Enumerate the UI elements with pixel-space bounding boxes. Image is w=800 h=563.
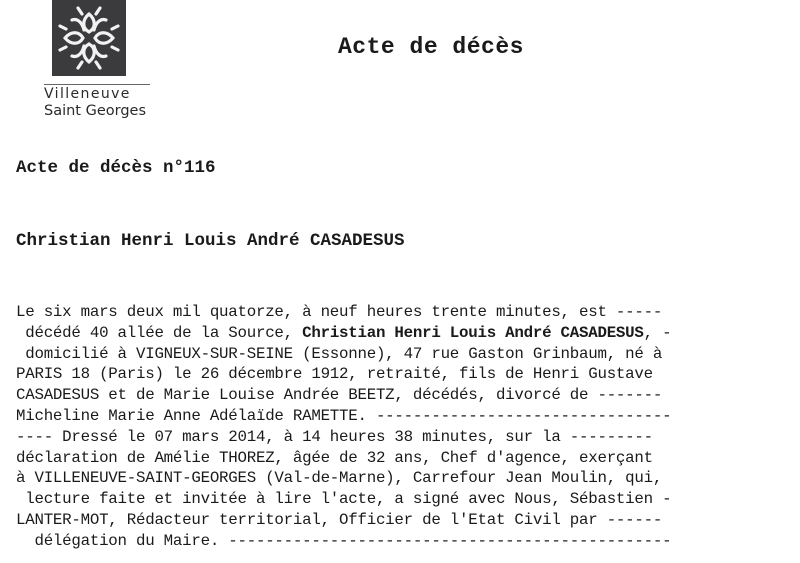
body-line-9: à VILLENEUVE-SAINT-GEORGES (Val-de-Marne), Carrefour Jean Moulin, qui, (16, 469, 663, 488)
body-line-6: Micheline Marie Anne Adélaïde RAMETTE. -------------------------------- (16, 406, 672, 425)
logo-line2: Saint Georges (44, 103, 147, 119)
villeneuve-saint-georges-logo (44, 0, 154, 125)
body-line-3: domicilié à VIGNEUX-SUR-SEINE (Essonne), 47 rue Gaston Grinbaum, né à (16, 344, 663, 363)
body-line-1: Le six mars deux mil quatorze, à neuf heures trente minutes, est ----- (16, 303, 663, 321)
body-line-12: délégation du Maire. ------------------------------------------------ (16, 531, 672, 550)
body-line-2-post: , - (643, 323, 672, 342)
body-line-2 (16, 323, 786, 344)
document-title: Acte de décès (338, 34, 524, 60)
logo-divider (44, 84, 150, 85)
body-line-4: PARIS 18 (Paris) le 26 décembre 1912, retraité, fils de Henri Gustave (16, 365, 653, 384)
body-line-8: déclaration de Amélie THOREZ, âgée de 32 ans, Chef d'agence, exerçant (16, 448, 653, 467)
body-line-7: ---- Dressé le 07 mars 2014, à 14 heures 38 minutes, sur la --------- (16, 427, 653, 446)
body-line-5: CASADESUS et de Marie Louise Andrée BEETZ, décédés, divorcé de ------- (16, 386, 663, 405)
body-line-2-name: Christian Henri Louis André CASADESUS (302, 323, 644, 342)
act-number-heading: Acte de décès n°116 (16, 158, 216, 178)
body-line-11: LANTER-MOT, Rédacteur territorial, Officier de l'Etat Civil par ------ (16, 510, 663, 529)
deceased-name-heading: Christian Henri Louis André CASADESUS (16, 231, 405, 251)
act-body-text (16, 302, 786, 552)
logo-emblem-icon (52, 0, 126, 76)
logo-line1: Villeneuve (44, 86, 131, 102)
body-line-2-pre: décédé 40 allée de la Source, (16, 323, 303, 342)
body-line-10: lecture faite et invitée à lire l'acte, a signé avec Nous, Sébastien - (16, 490, 672, 509)
